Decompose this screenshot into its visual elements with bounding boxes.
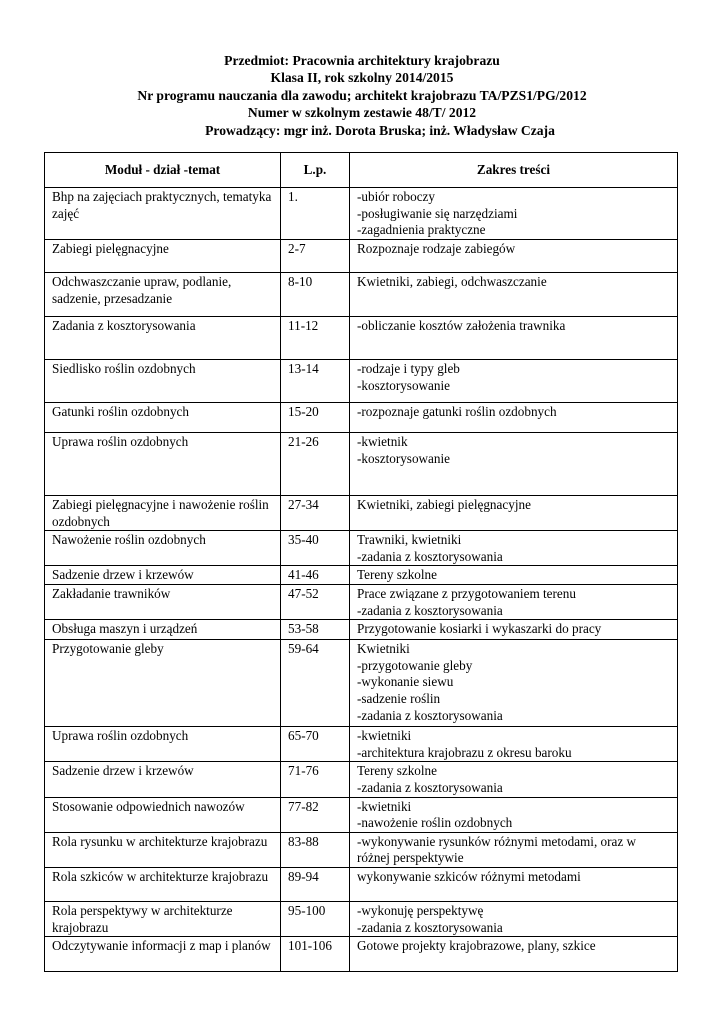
topic-cell: Sadzenie drzew i krzewów [45,762,281,797]
content-line: -kosztorysowanie [357,377,451,393]
topic-cell: Gatunki roślin ozdobnych [45,403,281,433]
content-cell [350,937,678,972]
lp-cell: 13-14 [281,360,350,403]
content-cell [350,360,678,403]
content-cell [350,566,678,585]
topic-cell: Rola szkiców w architekturze krajobrazu [45,867,281,901]
content-line: -rodzaje i typy gleb [357,361,460,376]
table-row [45,566,678,585]
table-row [45,727,678,762]
content-cell [350,188,678,240]
lp-cell: 35-40 [281,531,350,566]
content-line: -kwietniki [357,728,412,744]
content-line: -wykonywanie rysunków różnymi metodami, oraz w [357,833,637,849]
content-cell [350,867,678,901]
topic-cell: Sadzenie drzew i krzewów [45,566,281,585]
content-line: Prace związane z przygotowaniem terenu [357,585,576,601]
content-line: -ubiór roboczy [357,189,435,204]
table-row [45,496,678,531]
content-line: -wykonuję perspektywę [357,902,484,918]
table-row [45,317,678,360]
program-number-line: Nr programu nauczania dla zawodu; architekt krajobrazu TA/PZS1/PG/2012 [137,87,587,103]
table-header-row [45,153,678,188]
content-line: -zadania z kosztorysowania [357,602,503,618]
instructors-line: Prowadzący: mgr inż. Dorota Bruska; inż. Władysław Czaja [205,122,555,138]
lp-cell: 47-52 [281,584,350,619]
content-line: -nawożenie roślin ozdobnych [357,815,513,831]
content-line: Gotowe projekty krajobrazowe, plany, szkice [357,938,596,954]
table-row [45,832,678,867]
content-cell [350,531,678,566]
lp-cell: 77-82 [281,797,350,832]
content-line: -zadania z kosztorysowania [357,548,503,564]
content-line: -rozpoznaje gatunki roślin ozdobnych [357,404,557,419]
table-row [45,797,678,832]
topic-cell: Przygotowanie gleby [45,640,281,727]
table-row [45,273,678,317]
content-cell [350,727,678,762]
content-line: -posługiwanie się narzędziami [357,205,518,221]
content-cell [350,496,678,531]
topic-cell: Obsługa maszyn i urządzeń [45,620,281,640]
class-year-line: Klasa II, rok szkolny 2014/2015 [270,70,454,86]
lp-cell: 53-58 [281,620,350,640]
topic-cell: Rola rysunku w architekturze krajobrazu [45,832,281,867]
content-line: -obliczanie kosztów założenia trawnika [357,318,566,333]
topic-cell: Nawożenie roślin ozdobnych [45,531,281,566]
table-row [45,403,678,433]
content-cell [350,640,678,727]
content-line: Przygotowanie kosiarki i wykaszarki do pracy [357,621,602,637]
table-row [45,762,678,797]
content-line: -zadania z kosztorysowania [357,707,503,723]
content-line: Trawniki, kwietniki [357,532,462,548]
document-header [0,52,724,139]
lp-cell: 89-94 [281,867,350,901]
table-row [45,433,678,496]
topic-cell: Uprawa roślin ozdobnych [45,433,281,496]
curriculum-table [44,152,678,972]
lp-cell: 101-106 [281,937,350,972]
content-line: -przygotowanie gleby [357,657,473,673]
lp-cell: 41-46 [281,566,350,585]
table-row [45,584,678,619]
lp-cell: 2-7 [281,240,350,273]
lp-cell: 8-10 [281,273,350,317]
content-line: -kwietnik [357,434,408,449]
content-cell [350,762,678,797]
table-row [45,188,678,240]
content-line: -sadzenie roślin [357,690,441,706]
content-line: -zagadnienia praktyczne [357,222,486,238]
column-header-content: Zakres treści [350,153,678,188]
content-line: -zadania z kosztorysowania [357,919,503,935]
content-cell [350,797,678,832]
column-header-topic: Moduł - dział -temat [45,153,281,188]
content-cell [350,584,678,619]
content-cell [350,620,678,640]
lp-cell: 65-70 [281,727,350,762]
topic-cell: Zadania z kosztorysowania [45,317,281,360]
content-line: wykonywanie szkiców różnymi metodami [357,868,581,884]
lp-cell: 15-20 [281,403,350,433]
lp-cell: 1. [281,188,350,240]
content-cell [350,403,678,433]
lp-cell: 71-76 [281,762,350,797]
lp-cell: 59-64 [281,640,350,727]
lp-cell: 11-12 [281,317,350,360]
topic-cell: Bhp na zajęciach praktycznych, tematyka zajęć [45,188,281,240]
set-number-line: Numer w szkolnym zestawie 48/T/ 2012 [247,105,477,121]
topic-cell: Uprawa roślin ozdobnych [45,727,281,762]
lp-cell: 83-88 [281,832,350,867]
content-line: -kosztorysowanie [357,450,451,466]
table-row [45,937,678,972]
content-line: Tereny szkolne [357,763,437,779]
topic-cell: Zakładanie trawników [45,584,281,619]
table-row [45,867,678,901]
topic-cell: Rola perspektywy w architekturze krajobrazu [45,901,281,936]
content-cell [350,240,678,273]
content-line: Kwietniki [357,641,410,657]
content-cell [350,433,678,496]
content-line: Kwietniki, zabiegi pielęgnacyjne [357,497,531,512]
topic-cell: Odchwaszczanie upraw, podlanie, sadzenie, przesadzanie [45,273,281,317]
content-cell [350,901,678,936]
content-cell [350,832,678,867]
table-row [45,640,678,727]
topic-cell: Zabiegi pielęgnacyjne i nawożenie roślin ozdobnych [45,496,281,531]
lp-cell: 21-26 [281,433,350,496]
column-header-lp: L.p. [281,153,350,188]
lp-cell: 27-34 [281,496,350,531]
topic-cell: Zabiegi pielęgnacyjne [45,240,281,273]
lp-cell: 95-100 [281,901,350,936]
topic-cell: Stosowanie odpowiednich nawozów [45,797,281,832]
content-line: Kwietniki, zabiegi, odchwaszczanie [357,274,547,289]
content-line: różnej perspektywie [357,850,464,866]
content-cell [350,273,678,317]
table-row [45,240,678,273]
content-line: -kwietniki [357,798,412,814]
subject-line: Przedmiot: Pracownia architektury krajobrazu [224,53,500,68]
topic-cell: Odczytywanie informacji z map i planów [45,937,281,972]
table-row [45,901,678,936]
content-line: -wykonanie siewu [357,674,454,690]
content-line: -zadania z kosztorysowania [357,779,503,795]
content-line: Tereny szkolne [357,567,437,583]
content-line: Rozpoznaje rodzaje zabiegów [357,241,516,256]
content-cell [350,317,678,360]
table-row [45,360,678,403]
topic-cell: Siedlisko roślin ozdobnych [45,360,281,403]
content-line: -architektura krajobrazu z okresu baroku [357,744,572,760]
table-row [45,531,678,566]
table-row [45,620,678,640]
